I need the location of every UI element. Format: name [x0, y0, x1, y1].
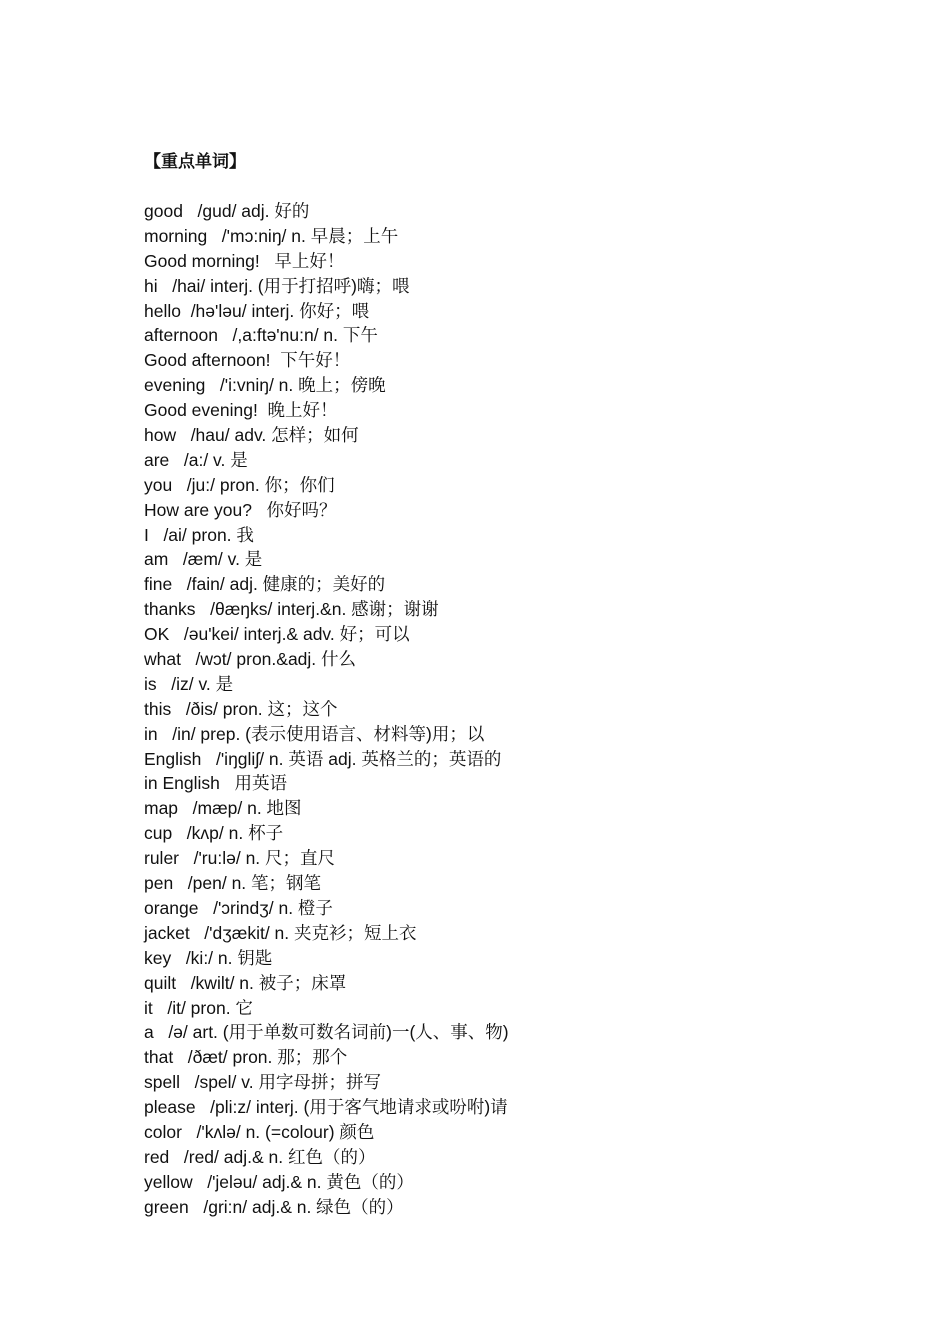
vocab-entry: this /ðis/ pron. 这；这个	[144, 698, 338, 719]
vocab-entry: a /ə/ art. (用于单数可数名词前)一(人、事、物)	[144, 1022, 509, 1043]
vocab-entry: evening /'i:vniŋ/ n. 晚上；傍晚	[144, 375, 386, 396]
vocab-entry: Good evening! 晚上好！	[144, 400, 338, 421]
vocab-entry: green /gri:n/ adj.& n. 绿色（的）	[144, 1196, 404, 1217]
vocab-entry: Good afternoon! 下午好！	[144, 350, 351, 371]
vocab-entry: color /'kʌlə/ n. (=colour) 颜色	[144, 1121, 375, 1142]
vocab-entry: thanks /θæŋks/ interj.&n. 感谢；谢谢	[144, 599, 439, 620]
vocab-entry: OK /əu'kei/ interj.& adv. 好；可以	[144, 624, 410, 645]
vocab-entry: good /gud/ adj. 好的	[144, 201, 310, 221]
vocab-entry: pen /pen/ n. 笔；钢笔	[144, 873, 322, 894]
vocab-entry: how /hau/ adv. 怎样；如何	[144, 425, 359, 446]
vocab-entry: you /ju:/ pron. 你；你们	[144, 474, 335, 495]
vocab-entry: quilt /kwilt/ n. 被子；床罩	[144, 972, 347, 993]
vocab-entry: is /iz/ v. 是	[144, 673, 234, 694]
vocab-entry: hello /hə'ləu/ interj. 你好；喂	[144, 300, 370, 321]
vocab-entry: cup /kʌp/ n. 杯子	[144, 823, 284, 844]
vocab-entry: afternoon /,a:ftə'nu:n/ n. 下午	[144, 325, 378, 346]
vocab-entry: what /wɔt/ pron.&adj. 什么	[144, 649, 357, 670]
vocab-entry: that /ðæt/ pron. 那；那个	[144, 1047, 348, 1068]
vocab-entry: am /æm/ v. 是	[144, 549, 263, 570]
vocab-entry: key /ki:/ n. 钥匙	[144, 947, 273, 968]
vocab-entry: orange /'ɔrindʒ/ n. 橙子	[144, 897, 333, 918]
vocab-entry: English /'iŋgliʃ/ n. 英语 adj. 英格兰的；英语的	[144, 748, 502, 769]
vocabulary-list	[144, 199, 509, 1220]
vocab-entry: How are you? 你好吗？	[144, 499, 337, 520]
vocab-entry: morning /'mɔ:niŋ/ n. 早晨；上午	[144, 225, 399, 246]
vocab-entry: red /red/ adj.& n. 红色（的）	[144, 1146, 376, 1167]
vocab-entry: yellow /'jeləu/ adj.& n. 黄色（的）	[144, 1171, 414, 1192]
vocab-entry: it /it/ pron. 它	[144, 997, 253, 1018]
vocab-entry: are /a:/ v. 是	[144, 449, 248, 470]
vocab-entry: spell /spel/ v. 用字母拼；拼写	[144, 1072, 381, 1093]
vocab-entry: please /pli:z/ interj. (用于客气地请求或吩咐)请	[144, 1097, 508, 1118]
vocab-entry: map /mæp/ n. 地图	[144, 798, 302, 819]
vocab-entry: Good morning! 早上好！	[144, 250, 345, 271]
vocab-entry: jacket /'dʒækit/ n. 夹克衫；短上衣	[144, 922, 417, 943]
vocab-entry: fine /fain/ adj. 健康的；美好的	[144, 574, 386, 595]
vocab-entry: I /ai/ pron. 我	[144, 524, 254, 545]
section-heading: 【重点单词】	[144, 152, 246, 171]
vocab-entry: ruler /'ru:lə/ n. 尺；直尺	[144, 848, 336, 869]
vocab-entry: in English 用英语	[144, 773, 287, 794]
vocab-entry: in /in/ prep. (表示使用语言、材料等)用；以	[144, 723, 485, 744]
vocab-entry: hi /hai/ interj. (用于打招呼)嗨；喂	[144, 275, 410, 296]
